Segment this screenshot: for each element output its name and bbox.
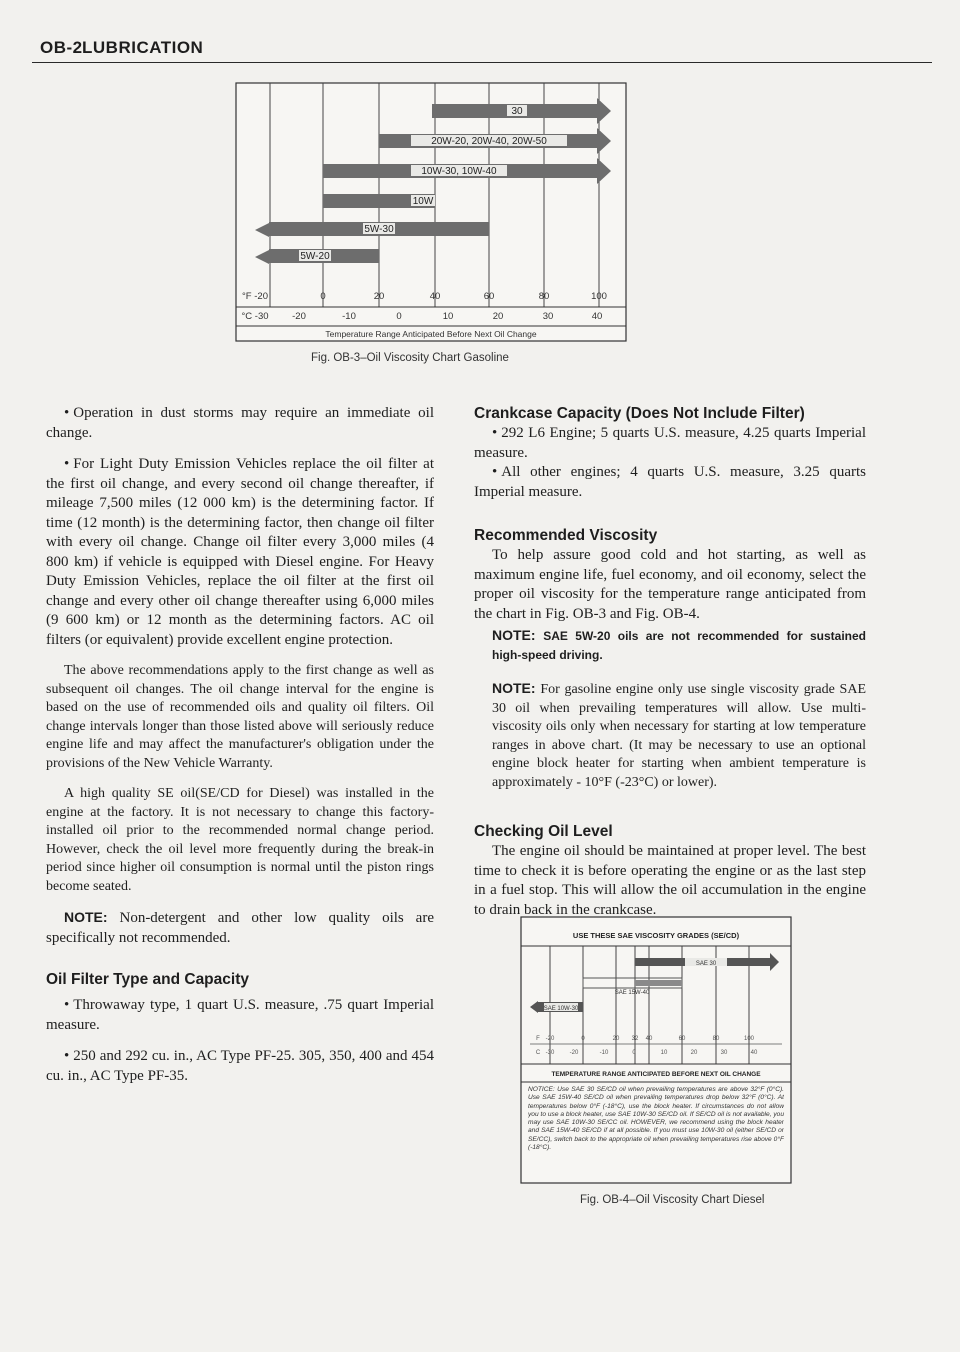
page-title: LUBRICATION	[82, 38, 204, 57]
section-heading-crankcase: Crankcase Capacity (Does Not Include Filter)	[474, 405, 805, 422]
grade-bar-10w	[323, 194, 435, 208]
section-heading-oil-level: Checking Oil Level	[474, 823, 613, 840]
note-text: SAE 5W-20 oils are not recommended for sustained high-speed driving.	[492, 629, 867, 662]
c-tick: 40	[591, 311, 603, 322]
grade-label-5w20: 5W-20	[300, 251, 330, 262]
paragraph: • Throwaway type, 1 quart U.S. measure, .75 quart Imperial measure.	[46, 996, 434, 1035]
left-column	[46, 404, 434, 1098]
f-tick: F	[536, 1036, 540, 1042]
notice-text: NOTICE: Use SAE 30 SE/CD oil when prevailing temperatures are above 32°F (0°C). Use SAE 15W-40 SE/CD oil when prevailing temperatures drop below 32°F (0°C). At temperatures below 0°F (-18°C), use the block heater. If circumstances do not allow you to use a block heater, use SAE 10W-30 SE/CD oil. If SE/CD oil is not available, you may use SAE 10W-30 SE/CC oil. HOWEVER, we recommend using the block heater and SAE 15W-40 SE/CD if at all possible. If you must use 10W-30 oil (either SE/CD or SE/CC), switch back to the appropriate oil when prevailing temperatures rise above 0°F (-18°C).	[528, 1086, 784, 1152]
c-tick: 20	[690, 1050, 698, 1056]
figure-caption-ob4: Fig. OB-4–Oil Viscosity Chart Diesel	[580, 1194, 765, 1206]
paragraph: • All other engines; 4 quarts U.S. measure, 3.25 quarts Imperial measure.	[474, 463, 866, 502]
section-number: OB-2	[40, 38, 83, 57]
f-tick: 60	[483, 291, 495, 302]
c-tick: °C -30	[241, 311, 269, 322]
f-tick: 60	[678, 1036, 686, 1042]
note-label: NOTE:	[492, 627, 536, 643]
f-tick: 20	[373, 291, 385, 302]
chart-title: USE THESE SAE VISCOSITY GRADES (SE/CD)	[572, 931, 740, 940]
figure-caption-ob3: Fig. OB-3–Oil Viscosity Chart Gasoline	[311, 352, 509, 364]
grade-label-20w: 20W-20, 20W-40, 20W-50	[431, 136, 547, 147]
c-tick: -20	[292, 311, 306, 322]
c-tick: -30	[545, 1050, 555, 1056]
grade-label-sae15w40: SAE 15W-40	[614, 990, 650, 996]
c-tick: -10	[599, 1050, 609, 1056]
f-tick: 20	[612, 1036, 620, 1042]
grade-label-30: 30	[511, 106, 523, 117]
c-tick: 30	[542, 311, 554, 322]
c-tick: 40	[750, 1050, 758, 1056]
grade-label-sae30: SAE 30	[695, 961, 717, 967]
c-tick: -10	[342, 311, 356, 322]
paragraph: A high quality SE oil(SE/CD for Diesel) was installed in the engine at the factory. It is not necessary to change this factory-installed oil prior to the recommended normal change period. However, check the oil level more frequently during the break-in period since higher oil consumption is normal until the piston rings become seated.	[46, 786, 434, 894]
c-tick: 0	[632, 1050, 636, 1056]
c-tick: 20	[492, 311, 504, 322]
paragraph: • 292 L6 Engine; 5 quarts U.S. measure, 4.25 quarts Imperial measure.	[474, 424, 866, 463]
note-text: Non-detergent and other low quality oils are specifically not recommended.	[46, 910, 434, 946]
note-paragraph	[474, 626, 866, 665]
f-tick: 0	[320, 291, 326, 302]
paragraph: • For Light Duty Emission Vehicles replace the oil filter at the first oil change, and every second oil change thereafter, if mileage 7,500 miles (12 000 km) is the determining factor. If time (12 month) is the determining factor, then change oil filter with every oil change. Change oil filter every 3,000 miles (4 800 km) if vehicle is equipped with Diesel engine. For Heavy Duty Emission Vehicles, replace the oil filter at the first oil change and every other oil change thereafter using 6,000 miles (9 600 km) or 12 month as the determining factors. AC oil filters (or equivalent) provide excellent engine protection.	[46, 455, 434, 650]
f-tick: -20	[545, 1036, 555, 1042]
f-tick: 100	[591, 291, 607, 302]
paragraph: To help assure good cold and hot starting, as well as maximum engine life, fuel economy, and oil economy, select the proper oil viscosity for the temperature range anticipated from the chart in Fig. OB-3 and Fig. OB-4.	[474, 547, 866, 622]
note-paragraph	[46, 908, 434, 948]
c-tick: 10	[442, 311, 454, 322]
paragraph: The engine oil should be maintained at proper level. The best time to check it is before operating the engine or as the last step in a fuel stop. This will allow the oil accumulation in the engine to drain back in the crankcase.	[474, 843, 866, 918]
f-tick: 40	[429, 291, 441, 302]
f-tick: °F -20	[242, 291, 268, 302]
grade-label-10w: 10W	[412, 196, 434, 207]
right-column	[474, 404, 866, 932]
axis-label: TEMPERATURE RANGE ANTICIPATED BEFORE NEXT OIL CHANGE	[551, 1071, 761, 1078]
paragraph: The above recommendations apply to the first change as well as subsequent oil changes. The oil change interval for the engine is based on the use of recommended oils and quality oil filters. Oil change intervals longer than those listed above will seriously reduce engine life and may affect the manufacturer's obligation under the provisions of the New Vehicle Warranty.	[46, 663, 434, 771]
note-text: For gasoline engine only use single viscosity grade SAE 30 oil when prevailing temperatures will allow. Use multi-viscosity oils only when necessary for starting at low temperature ranges in above chart. (It may be necessary to use an optional engine block heater for starting when ambient temperature is approximately - 10°F (-23°C) or lower).	[492, 682, 867, 790]
f-tick: 40	[645, 1036, 653, 1042]
paragraph: • Operation in dust storms may require an immediate oil change.	[46, 404, 434, 443]
diesel-chart-overlay	[520, 916, 792, 1184]
grade-label-5w30: 5W-30	[364, 224, 394, 235]
grade-label-10w30: 10W-30, 10W-40	[421, 166, 497, 177]
grade-bar-5w20	[255, 249, 379, 264]
c-tick: 30	[720, 1050, 728, 1056]
axis-label: Temperature Range Anticipated Before Next Oil Change	[325, 329, 537, 339]
note-label: NOTE:	[64, 909, 108, 925]
c-tick: 10	[660, 1050, 668, 1056]
c-tick: 0	[396, 311, 402, 322]
f-tick: 80	[712, 1036, 720, 1042]
c-tick: -20	[569, 1050, 579, 1056]
c-tick: C	[535, 1050, 541, 1056]
f-tick: 100	[743, 1036, 755, 1042]
section-heading-oil-filter: Oil Filter Type and Capacity	[46, 971, 249, 988]
f-tick: 80	[538, 291, 550, 302]
note-paragraph	[474, 679, 866, 792]
grade-label-sae10w30: SAE 10W-30	[543, 1006, 579, 1012]
paragraph: • 250 and 292 cu. in., AC Type PF-25. 305, 350, 400 and 454 cu. in., AC Type PF-35.	[46, 1047, 434, 1086]
note-label: NOTE:	[492, 680, 536, 696]
f-tick: 0	[581, 1036, 585, 1042]
f-tick: 32	[631, 1036, 639, 1042]
gasoline-viscosity-chart	[235, 82, 627, 342]
section-heading-viscosity: Recommended Viscosity	[474, 527, 658, 544]
page-header	[32, 36, 932, 63]
grade-bar-5w30	[255, 222, 489, 237]
